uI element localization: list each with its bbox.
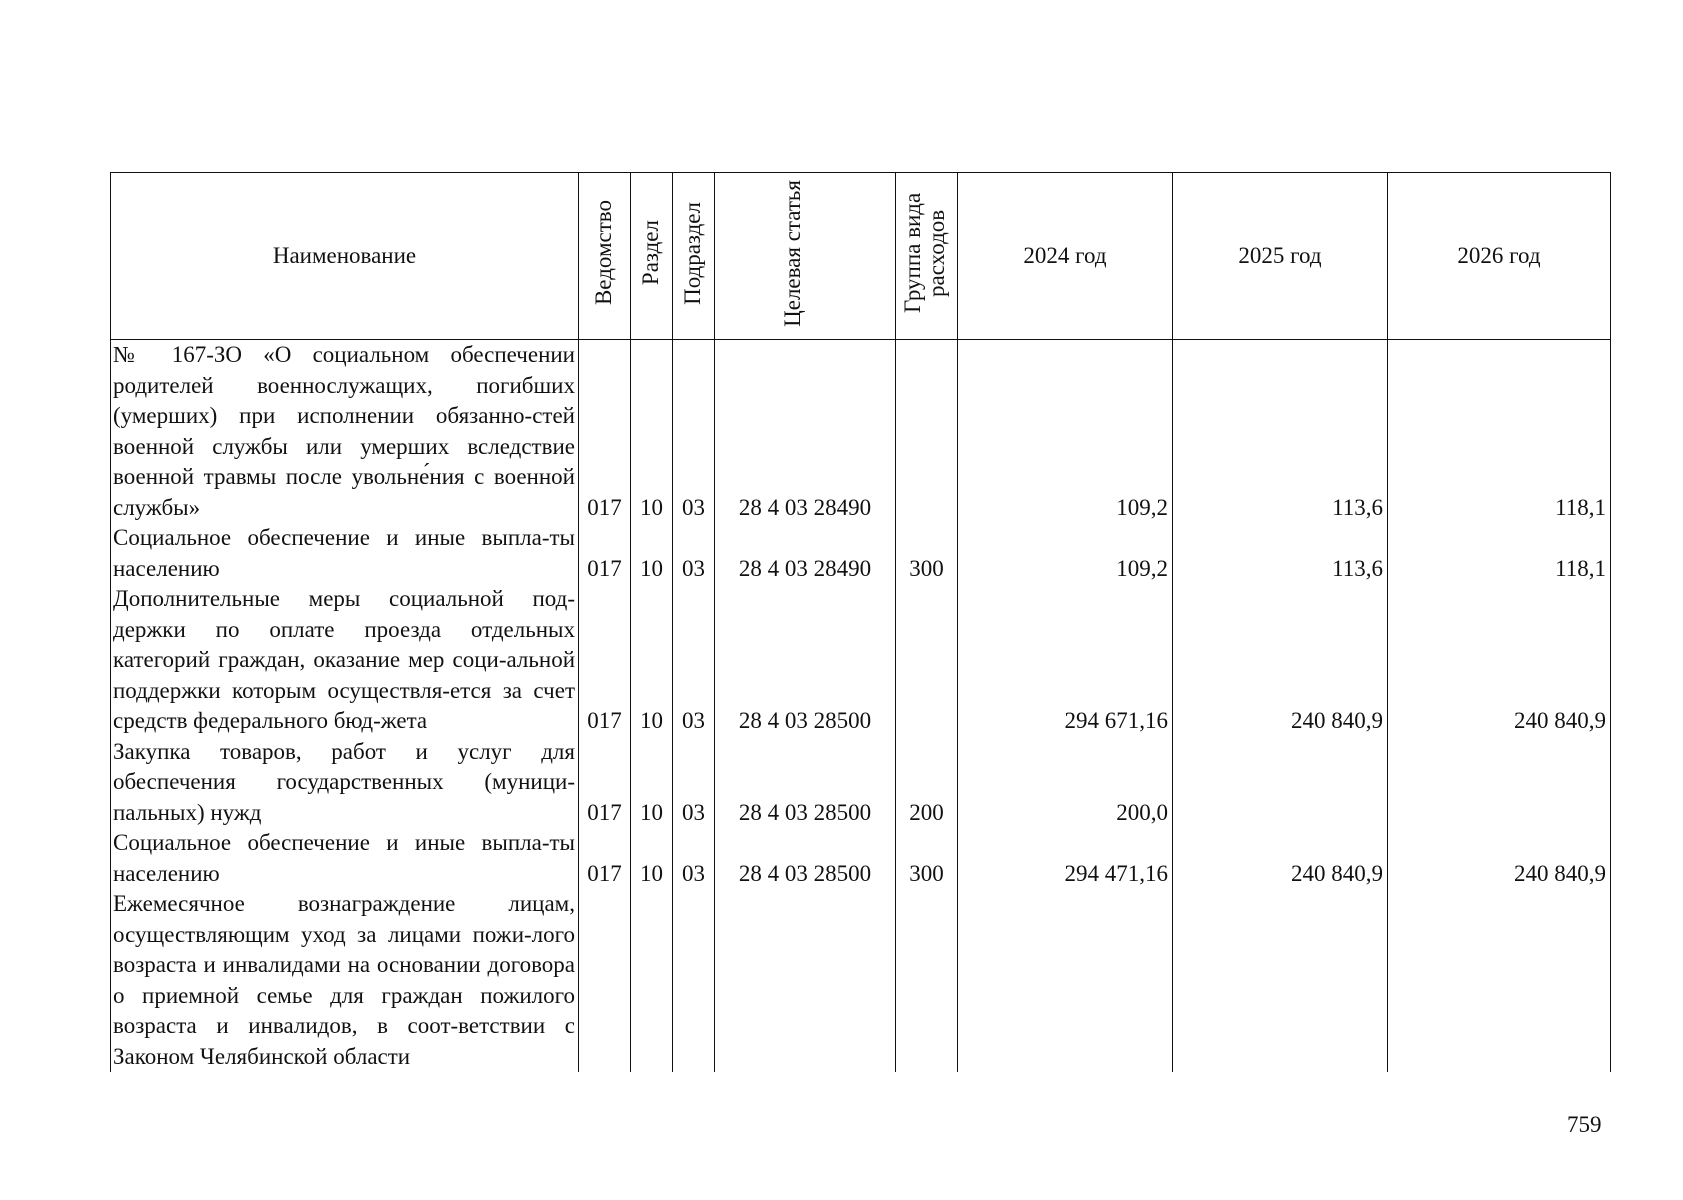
row-value-2025: 240 840,9 — [1173, 828, 1388, 889]
row-name: Социальное обеспечение и иные выпла-ты населению — [111, 523, 579, 584]
table-row — [111, 584, 1611, 737]
row-department: 017 — [579, 737, 631, 829]
row-value-2024: 294 671,16 — [958, 584, 1173, 737]
row-expense-group: 300 — [896, 828, 958, 889]
row-subsection: 03 — [673, 340, 715, 524]
row-department: 017 — [579, 340, 631, 524]
row-expense-group: 300 — [896, 523, 958, 584]
row-value-2025: 113,6 — [1173, 340, 1388, 524]
row-value-2025: 240 840,9 — [1173, 584, 1388, 737]
header-year-2025: 2025 год — [1173, 173, 1388, 340]
row-target-article: 28 4 03 28490 — [715, 340, 896, 524]
table-row — [111, 523, 1611, 584]
row-subsection: 03 — [673, 584, 715, 737]
budget-table — [110, 172, 1611, 1072]
table-row — [111, 340, 1611, 524]
row-section — [631, 889, 673, 1072]
header-target-article: Целевая статья — [715, 173, 896, 340]
row-subsection: 03 — [673, 737, 715, 829]
header-row — [111, 173, 1611, 340]
table-row — [111, 828, 1611, 889]
row-section: 10 — [631, 523, 673, 584]
row-section: 10 — [631, 737, 673, 829]
row-value-2025 — [1173, 889, 1388, 1072]
row-value-2026: 240 840,9 — [1388, 584, 1611, 737]
row-expense-group — [896, 889, 958, 1072]
row-value-2024 — [958, 889, 1173, 1072]
table-row — [111, 889, 1611, 1072]
header-department: Ведомство — [579, 173, 631, 340]
row-expense-group — [896, 340, 958, 524]
row-department: 017 — [579, 523, 631, 584]
header-section: Раздел — [631, 173, 673, 340]
row-department: 017 — [579, 584, 631, 737]
header-name: Наименование — [111, 173, 579, 340]
row-expense-group — [896, 584, 958, 737]
row-value-2024: 294 471,16 — [958, 828, 1173, 889]
row-value-2024: 200,0 — [958, 737, 1173, 829]
row-target-article — [715, 889, 896, 1072]
row-section: 10 — [631, 828, 673, 889]
table-body — [111, 340, 1611, 1073]
row-value-2026: 118,1 — [1388, 523, 1611, 584]
row-value-2024: 109,2 — [958, 523, 1173, 584]
row-name: Дополнительные меры социальной под-держки по оплате проезда отдельных категорий граждан, оказание мер соци-альной поддержки которым осуществля-ется за счет средств федерального бюд-жета — [111, 584, 579, 737]
row-target-article: 28 4 03 28500 — [715, 584, 896, 737]
header-year-2026: 2026 год — [1388, 173, 1611, 340]
page-number: 759 — [1567, 1112, 1602, 1137]
row-value-2026: 240 840,9 — [1388, 828, 1611, 889]
row-value-2026 — [1388, 889, 1611, 1072]
row-subsection: 03 — [673, 828, 715, 889]
row-target-article: 28 4 03 28500 — [715, 828, 896, 889]
row-value-2026: 118,1 — [1388, 340, 1611, 524]
row-target-article: 28 4 03 28490 — [715, 523, 896, 584]
row-subsection — [673, 889, 715, 1072]
row-target-article: 28 4 03 28500 — [715, 737, 896, 829]
row-value-2025: 113,6 — [1173, 523, 1388, 584]
row-expense-group: 200 — [896, 737, 958, 829]
row-name: Закупка товаров, работ и услуг для обеспечения государственных (муници-пальных) нужд — [111, 737, 579, 829]
table-row — [111, 737, 1611, 829]
row-name: Социальное обеспечение и иные выпла-ты населению — [111, 828, 579, 889]
header-subsection: Подраздел — [673, 173, 715, 340]
row-department — [579, 889, 631, 1072]
header-expense-group: Группа вида расходов — [896, 173, 958, 340]
row-value-2024: 109,2 — [958, 340, 1173, 524]
header-year-2024: 2024 год — [958, 173, 1173, 340]
row-section: 10 — [631, 584, 673, 737]
row-subsection: 03 — [673, 523, 715, 584]
row-value-2025 — [1173, 737, 1388, 829]
row-value-2026 — [1388, 737, 1611, 829]
row-department: 017 — [579, 828, 631, 889]
row-name: № 167-ЗО «О социальном обеспечении родителей военнослужащих, погибших (умерших) при исполнении обязанно-стей военной службы или умерших вследствие военной травмы после увольне́ния с военной службы» — [111, 340, 579, 524]
row-name: Ежемесячное вознаграждение лицам, осуществляющим уход за лицами пожи-лого возраста и инвалидами на основании договора о приемной семье для граждан пожилого возраста и инвалидов, в соот-ветствии с Законом Челябинской области — [111, 889, 579, 1072]
row-section: 10 — [631, 340, 673, 524]
